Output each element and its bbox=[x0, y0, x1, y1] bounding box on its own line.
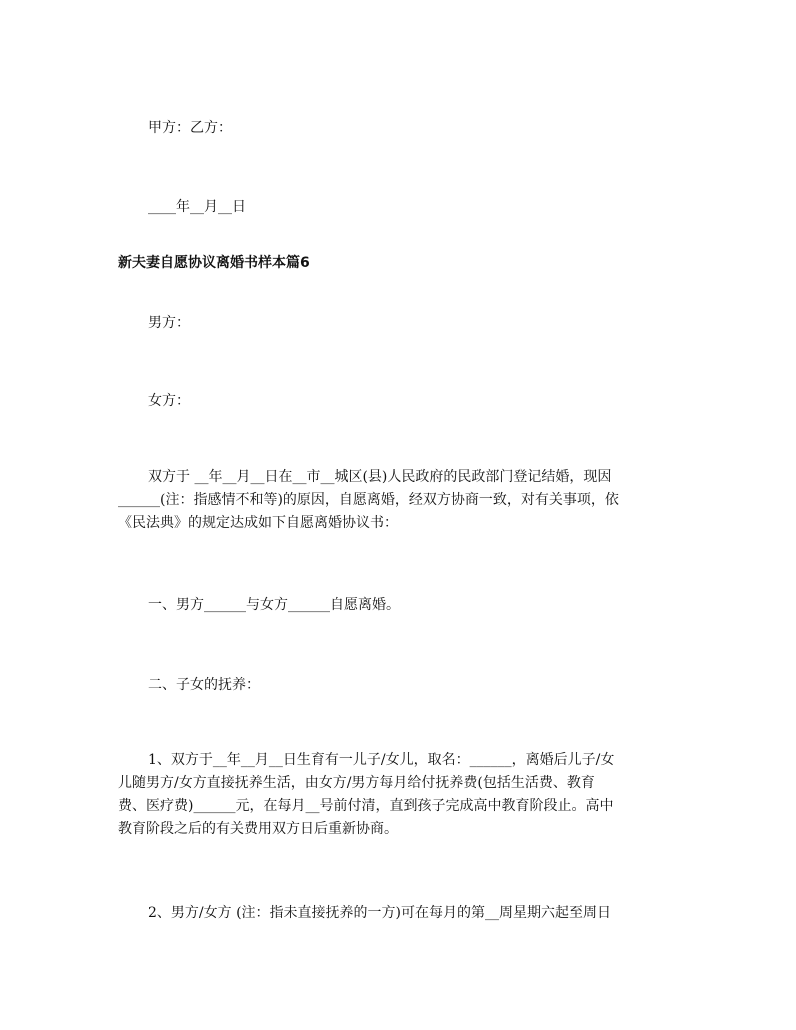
section-title: 新夫妻自愿协议离婚书样本篇6 bbox=[118, 255, 310, 271]
clause-one: 一、男方______与女方______自愿离婚。 bbox=[148, 597, 400, 613]
date-line: ____年__月__日 bbox=[148, 199, 246, 215]
signature-line: 甲方：乙方： bbox=[148, 120, 232, 136]
intro-line-1: 双方于 __年__月__日在__市__城区(县)人民政府的民政部门登记结婚，现因 bbox=[148, 469, 612, 485]
intro-line-3: 《民法典》的规定达成如下自愿离婚协议书： bbox=[118, 515, 398, 531]
intro-line-2: ______(注：指感情不和等)的原因，自愿离婚，经双方协商一致，对有关事项，依 bbox=[118, 492, 619, 508]
item1-line-2: 儿随男方/女方直接抚养生活，由女方/男方每月给付抚养费(包括生活费、教育 bbox=[118, 775, 595, 791]
clause-two-item-2: 2、男方/女方 (注：指未直接抚养的一方)可在每月的第__周星期六起至周日 bbox=[148, 905, 611, 921]
clause-two-heading: 二、子女的抚养： bbox=[148, 677, 260, 693]
intro-paragraph bbox=[118, 466, 682, 535]
item1-line-4: 教育阶段之后的有关费用双方日后重新协商。 bbox=[118, 821, 398, 837]
item1-line-1: 1、双方于__年__月__日生育有一儿子/女儿，取名：______，离婚后儿子/女 bbox=[148, 752, 615, 768]
male-party-label: 男方： bbox=[148, 315, 190, 331]
female-party-label: 女方： bbox=[148, 393, 190, 409]
clause-two-item-1 bbox=[118, 749, 682, 841]
item1-line-3: 费、医疗费)______元，在每月__号前付清，直到孩子完成高中教育阶段止。高中 bbox=[118, 798, 614, 814]
